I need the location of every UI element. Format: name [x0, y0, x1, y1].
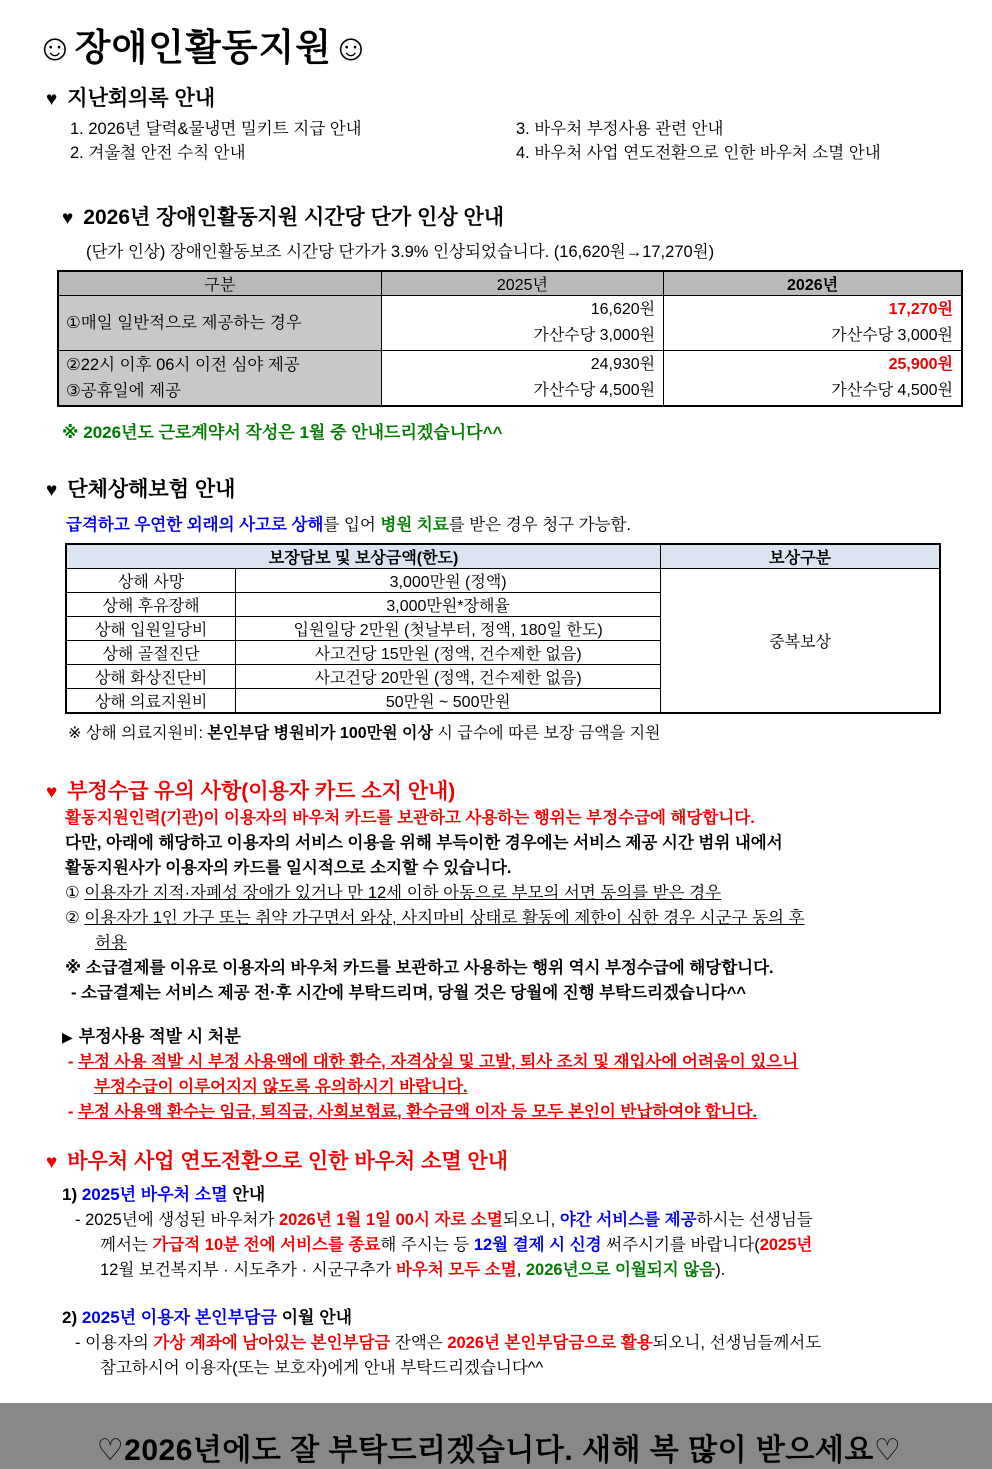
sub2-tail: 이월 안내: [276, 1307, 353, 1327]
allowance-value: 가산수당 3,000원: [831, 327, 953, 344]
text-line: 참고하시어 이용자(또는 보호자)에게 안내 부탁드리겠습니다^^: [100, 1358, 544, 1377]
coverage-name: 상해 화상진단비: [66, 664, 236, 688]
coverage-name: 상해 골절진단: [66, 640, 236, 664]
fraud-condition-2-cont: 허용: [95, 933, 127, 952]
row-label: [58, 351, 381, 406]
list-item: 1. 2026년 달력&물냉면 밀키트 지급 안내: [70, 120, 362, 138]
list-item: 4. 바우처 사업 연도전환으로 인한 바우처 소멸 안내: [516, 144, 881, 162]
page-title: [36, 26, 962, 70]
penalty-heading-text: 부정사용 적발 시 처분: [78, 1026, 241, 1046]
fraud-condition-1: [65, 881, 962, 906]
coverage-value: 입원일당 2만원 (첫날부터, 정액, 180일 한도): [236, 616, 661, 640]
penalty-item-2: [68, 1100, 962, 1125]
table-row: [58, 351, 962, 406]
fraud-body: [65, 806, 962, 1006]
penalty-item-1-cont: 부정수급이 이루어지지 않도록 유의하시기 바랍니다.: [94, 1077, 468, 1096]
voucher-heading: [46, 1149, 962, 1176]
minutes-heading-text: 지난회의록 안내: [67, 87, 216, 110]
intro-text: 를 받은 경우 청구 가능함.: [448, 515, 632, 534]
cell-2026: [664, 351, 962, 406]
column-header: 구분: [58, 271, 381, 296]
rate-subtitle: (단가 인상) 장애인활동보조 시간당 단가가 3.9% 인상되었습니다. (16,620원→17,270원): [86, 243, 715, 261]
smiley-icon: ☺: [331, 27, 371, 68]
rate-table: [57, 270, 963, 407]
sub2-blue-text: 2025년 이용자 본인부담금: [81, 1307, 277, 1327]
allowance-value: 가산수당 4,500원: [533, 381, 656, 399]
coverage-name: 상해 후유장해: [66, 592, 236, 616]
fraud-condition-2: [65, 906, 962, 931]
text: - 2025년에 생성된 바우처가: [75, 1210, 279, 1229]
coverage-value: 사고건당 20만원 (정액, 건수제한 없음): [236, 664, 661, 688]
text: 12월 보건복지부 · 시도추가 · 시군구추가: [100, 1260, 396, 1279]
text-line: [100, 1233, 962, 1258]
text-red: 바우처 모두 소멸: [395, 1260, 517, 1279]
fraud-warning-line: 활동지원인력(기관)이 이용자의 바우처 카드를 보관하고 사용하는 행위는 부정수급에 해당합니다.: [65, 808, 755, 827]
insurance-table: [65, 543, 941, 714]
text: 해 주시는 등: [380, 1235, 474, 1254]
row-label-text: ③공휴일에 제공: [66, 381, 182, 400]
insurance-note: [68, 720, 962, 743]
fraud-exception-line: 활동지원사가 이용자의 카드를 일시적으로 소지할 수 있습니다.: [65, 858, 512, 877]
coverage-name: 상해 사망: [66, 568, 236, 592]
allowance-value: 가산수당 4,500원: [831, 381, 953, 399]
text-line: [75, 1331, 962, 1356]
voucher-sub1-heading: [62, 1182, 962, 1208]
fraud-heading-text: 부정수급 유의 사항(이용자 카드 소지 안내): [67, 779, 456, 803]
fraud-heading: [46, 779, 962, 806]
rate-heading: [62, 205, 962, 232]
text: 써주시기를 바랍니다(: [601, 1235, 760, 1254]
text-red: 2025년: [759, 1235, 813, 1254]
rate-note: ※ 2026년도 근로계약서 작성은 1월 중 안내드리겠습니다^^: [62, 422, 503, 442]
text-red: 가급적 10분 전에 서비스를 종료: [152, 1235, 381, 1254]
item-number: 1): [62, 1184, 82, 1204]
intro-hospital-phrase: 병원 치료: [380, 515, 449, 534]
heart-icon: ♥: [46, 1151, 58, 1173]
voucher-sub2-body: [75, 1331, 962, 1381]
text: ).: [715, 1260, 726, 1279]
voucher-sub2-heading: [62, 1305, 962, 1331]
text-blue: 12월 결제 시 신경: [473, 1235, 602, 1254]
compensation-type: 중복보상: [661, 568, 940, 713]
cell-2025: [381, 351, 663, 406]
cell-2025: [381, 296, 663, 351]
row-label: [58, 296, 381, 351]
intro-text: 를 입어: [323, 515, 381, 534]
rate-table-header-row: [58, 271, 962, 296]
fraud-exception-line: 다만, 아래에 해당하고 이용자의 서비스 이용을 위해 부득이한 경우에는 서비스 제공 시간 범위 내에서: [65, 833, 783, 852]
text-red: 가상 계좌에 남아있는 본인부담금: [153, 1333, 391, 1352]
voucher-heading-text: 바우처 사업 연도전환으로 인한 바우처 소멸 안내: [67, 1149, 509, 1173]
penalty-text: 부정 사용 적발 시 부정 사용액에 대한 환수, 자격상실 및 고발, 퇴사 조치 및 재입사에 어려움이 있으니: [78, 1052, 799, 1071]
text: - 이용자의: [75, 1333, 154, 1352]
open-heart-icon: ♡: [96, 1433, 125, 1467]
sub1-blue-text: 2025년 바우처 소멸: [81, 1184, 228, 1204]
fraud-retro-request: - 소급결제는 서비스 제공 전·후 시간에 부탁드리며, 당월 것은 당월에 진행 부탁드리겠습니다^^: [71, 983, 747, 1002]
column-header: 보상구분: [661, 544, 940, 569]
heart-icon: ♥: [46, 479, 58, 501]
text-red: 2026년 1월 1일 00시 자로 소멸: [279, 1210, 503, 1229]
coverage-name: 상해 의료지원비: [66, 688, 236, 713]
note-text: ※ 상해 의료지원비:: [68, 724, 208, 742]
text: 잔액은: [390, 1333, 448, 1352]
price-value: 25,900원: [888, 355, 953, 373]
smiley-icon: ☺: [36, 27, 75, 68]
insurance-intro: [66, 511, 962, 535]
coverage-value: 3,000만원 (정액): [236, 568, 661, 592]
row-label-text: ①매일 일반적으로 제공하는 경우: [66, 314, 302, 332]
heart-icon: ♥: [46, 781, 58, 803]
text-line: [100, 1258, 962, 1283]
note-bold: 본인부담 병원비가 100만원 이상: [207, 724, 433, 742]
text: ,: [516, 1260, 526, 1279]
footer-greeting: [36, 1425, 962, 1469]
list-row: [70, 141, 962, 165]
penalty-text: 부정 사용액 환수는 임금, 퇴직금, 사회보험료, 환수금액 이자 등 모두 본인이 반납하여야 합니다.: [78, 1102, 758, 1121]
penalty-items: [68, 1050, 962, 1125]
text: 하시는 선생님들: [696, 1210, 813, 1229]
condition-text: 이용자가 지적·자폐성 장애가 있거나 만 12세 이하 아동으로 부모의 서면 동의를 받은 경우: [84, 883, 722, 902]
sub1-tail: 안내: [227, 1184, 266, 1204]
condition-text: 이용자가 1인 가구 또는 취약 가구면서 와상, 사지마비 상태로 활동에 제한이 심한 경우 시군구 동의 후: [84, 908, 805, 927]
minutes-heading: [46, 86, 962, 113]
insurance-heading-text: 단체상해보험 안내: [67, 477, 236, 501]
page-title-text: 장애인활동지원: [74, 27, 332, 68]
coverage-value: 50만원 ~ 500만원: [236, 688, 661, 713]
insurance-table-header-row: [66, 544, 940, 569]
text: 되오니, 선생님들께서도: [652, 1333, 822, 1352]
fraud-retro-note: ※ 소급결제를 이유로 이용자의 바우처 카드를 보관하고 사용하는 행위 역시 부정수급에 해당합니다.: [65, 958, 774, 977]
list-item: 2. 겨울철 안전 수칙 안내: [70, 144, 246, 162]
coverage-value: 3,000만원*장해율: [236, 592, 661, 616]
cell-2026: [664, 296, 962, 351]
text-line: [75, 1208, 962, 1233]
price-value: 16,620원: [590, 301, 656, 318]
triangle-marker-icon: ▶: [62, 1028, 73, 1045]
open-heart-icon: ♡: [873, 1433, 902, 1467]
table-row: [66, 568, 940, 592]
price-value: 24,930원: [590, 355, 656, 373]
penalty-item-1: [68, 1050, 962, 1075]
penalty-heading: [62, 1024, 962, 1050]
intro-accident-phrase: 급격하고 우연한 외래의 사고로 상해: [66, 515, 324, 534]
footer-message: 2026년에도 잘 부탁드리겠습니다. 새해 복 많이 받으세요: [124, 1433, 874, 1467]
dash-bullet: -: [68, 1052, 74, 1071]
rate-heading-text: 2026년 장애인활동지원 시간당 단가 인상 안내: [83, 206, 505, 229]
list-row: [70, 117, 962, 141]
item-number: ①: [65, 883, 80, 902]
text: 되오니,: [502, 1210, 560, 1229]
table-row: [58, 296, 962, 351]
column-header: 보장담보 및 보상금액(한도): [66, 544, 661, 569]
coverage-value: 사고건당 15만원 (정액, 건수제한 없음): [236, 640, 661, 664]
minutes-list: [70, 117, 962, 165]
row-label-text: ②22시 이후 06시 이전 심야 제공: [66, 355, 300, 374]
text-red: 2026년 본인부담금으로 활용: [447, 1333, 653, 1352]
column-header: 2026년: [664, 271, 962, 296]
list-item: 3. 바우처 부정사용 관련 안내: [516, 120, 724, 138]
heart-icon: ♥: [62, 208, 74, 229]
coverage-name: 상해 입원일당비: [66, 616, 236, 640]
note-text: 시 급수에 따른 보장 금액을 지원: [432, 724, 661, 742]
item-number: ②: [65, 908, 80, 927]
text-green: 2026년으로 이월되지 않음: [525, 1260, 716, 1279]
text: 께서는: [100, 1235, 153, 1254]
allowance-value: 가산수당 3,000원: [533, 327, 656, 344]
column-header: 2025년: [381, 271, 663, 296]
text-blue: 야간 서비스를 제공: [559, 1210, 697, 1229]
item-number: 2): [62, 1307, 82, 1327]
price-value: 17,270원: [888, 301, 953, 318]
voucher-sub1-body: [75, 1208, 962, 1283]
insurance-heading: [46, 477, 962, 504]
heart-icon: ♥: [46, 89, 58, 110]
dash-bullet: -: [68, 1102, 74, 1121]
